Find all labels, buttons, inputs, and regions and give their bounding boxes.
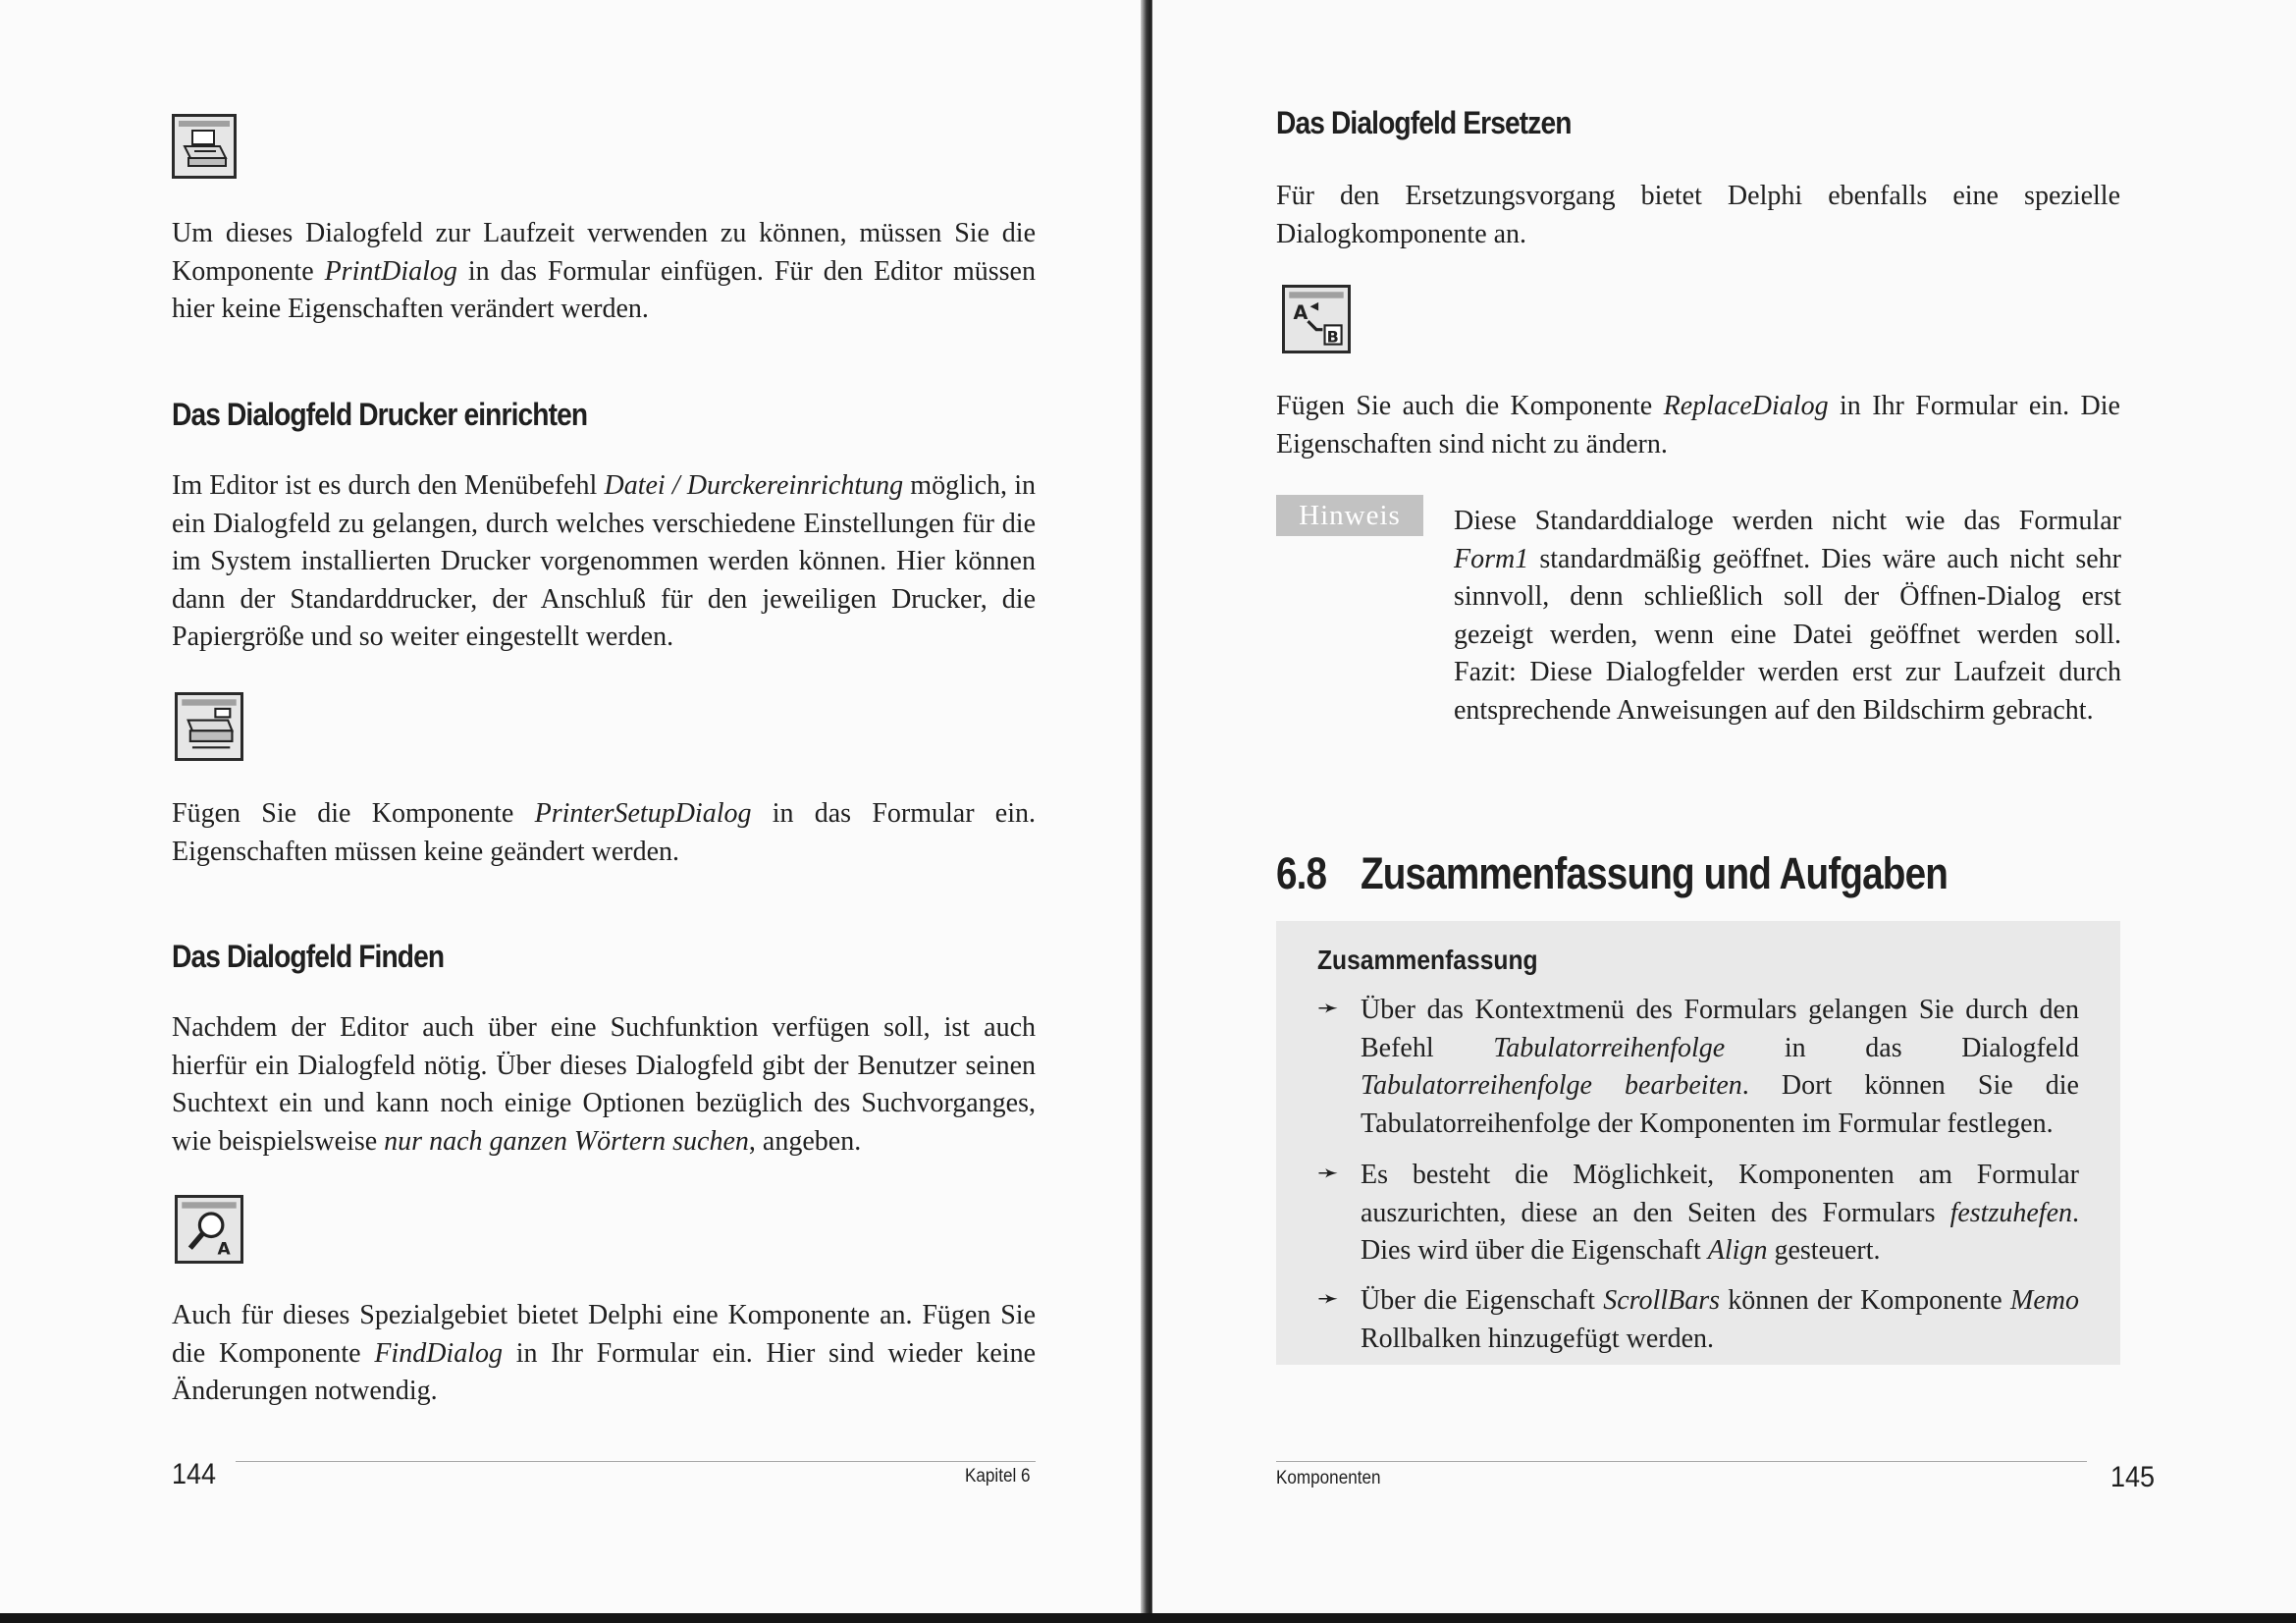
chapter-label: Kapitel 6: [965, 1466, 1031, 1487]
heading-drucker-einrichten: Das Dialogfeld Drucker einrichten: [172, 397, 588, 432]
heading-dialogfeld-ersetzen: Das Dialogfeld Ersetzen: [1276, 105, 1572, 140]
paragraph-suchfunktion: Nachdem der Editor auch über eine Suchfunktion verfügen soll, ist auch hierfür ein Dialogfeld nötig. Über dieses Dialogfeld gibt der Benutzer seinen Suchtext ein und kann noch einige Optionen bezüglich des Suchvorganges, wie beispielsweise nur nach ganzen Wörtern suchen, angeben.: [172, 1012, 1036, 1157]
section-heading: [1276, 848, 1948, 899]
summary-item-text: Über die Eigenschaft ScrollBars können der Komponente Memo Rollbalken hinzugefügt werden.: [1361, 1285, 2079, 1354]
printer-icon: [172, 114, 237, 179]
page-number-left: 144: [172, 1458, 217, 1490]
section-title: Zusammenfassung und Aufgaben: [1361, 848, 1949, 898]
chapter-title-footer: Komponenten: [1276, 1468, 1381, 1488]
hinweis-text: Diese Standarddialoge werden nicht wie das Formular Form1 standardmäßig geöffnet. Dies wäre auch nicht sehr sinnvoll, denn schließlich soll der Öffnen-Dialog erst gezeigt werden, wenn eine Datei geöffnet werden soll. Fazit: Diese Dialogfelder werden erst zur Laufzeit durch entsprechende Anweisungen auf den Bildschirm gebracht.: [1454, 506, 2121, 726]
svg-text:A: A: [1293, 301, 1308, 324]
svg-text:B: B: [1326, 327, 1339, 347]
paragraph-replacedialog: Fügen Sie auch die Komponente ReplaceDialog in Ihr Formular ein. Die Eigenschaften sind nicht zu ändern.: [1276, 391, 2120, 460]
right-page: [1152, 0, 2296, 1615]
printer-setup-icon: [175, 692, 243, 761]
footer-rule-left: [236, 1461, 1036, 1462]
left-page: [0, 0, 1141, 1615]
summary-item-text: Es besteht die Möglichkeit, Komponenten am Formular auszurichten, diese an den Seiten des Formulars festzuhefen. Dies wird über die Eigenschaft Align gesteuert.: [1361, 1160, 2079, 1266]
paragraph-druckereinrichtung: Im Editor ist es durch den Menübefehl Datei / Durckereinrichtung möglich, in ein Dialogfeld zu gelangen, durch welches verschiedene Einstellungen für die im System installierten Drucker vorgenommen werden können. Hier können dann der Standarddrucker, der Anschluß für den jeweiligen Drucker, die Papiergröße und so weiter eingestellt werden.: [172, 470, 1036, 652]
summary-title: Zusammenfassung: [1317, 945, 1538, 975]
svg-text:A: A: [217, 1239, 231, 1260]
arrow-bullet-icon: ➛: [1317, 994, 1339, 1023]
section-number: 6.8: [1276, 848, 1327, 898]
scan-bottom-edge: [0, 1613, 2296, 1623]
page-number-right: 145: [2110, 1461, 2156, 1493]
paragraph-printersetupdialog: Fügen Sie die Komponente PrinterSetupDialog in das Formular ein. Eigenschaften müssen keine geändert werden.: [172, 798, 1036, 867]
hinweis-badge: Hinweis: [1276, 495, 1423, 536]
find-magnifier-icon: [175, 1195, 243, 1264]
paragraph-printdialog: Um dieses Dialogfeld zur Laufzeit verwenden zu können, müssen Sie die Komponente PrintDialog in das Formular einfügen. Für den Editor müssen hier keine Eigenschaften verändert werden.: [172, 218, 1036, 324]
summary-box: [1276, 921, 2120, 1365]
paragraph-finddialog: Auch für dieses Spezialgebiet bietet Delphi eine Komponente an. Fügen Sie die Komponente FindDialog in Ihr Formular ein. Hier sind wieder keine Änderungen notwendig.: [172, 1300, 1036, 1406]
summary-item-text: Über das Kontextmenü des Formulars gelangen Sie durch den Befehl Tabulatorreihenfolge in das Dialogfeld Tabulatorreihenfolge bearbeiten. Dort können Sie die Tabulatorreihenfolge der Komponenten im Formular festlegen.: [1361, 995, 2079, 1139]
arrow-bullet-icon: ➛: [1317, 1284, 1339, 1314]
replace-ab-icon: [1282, 285, 1351, 353]
footer-rule-right: [1276, 1461, 2087, 1462]
paragraph-ersetzungsvorgang: Für den Ersetzungsvorgang bietet Delphi ebenfalls eine spezielle Dialogkomponente an.: [1276, 181, 2120, 249]
arrow-bullet-icon: ➛: [1317, 1159, 1339, 1188]
heading-dialogfeld-finden: Das Dialogfeld Finden: [172, 939, 445, 974]
